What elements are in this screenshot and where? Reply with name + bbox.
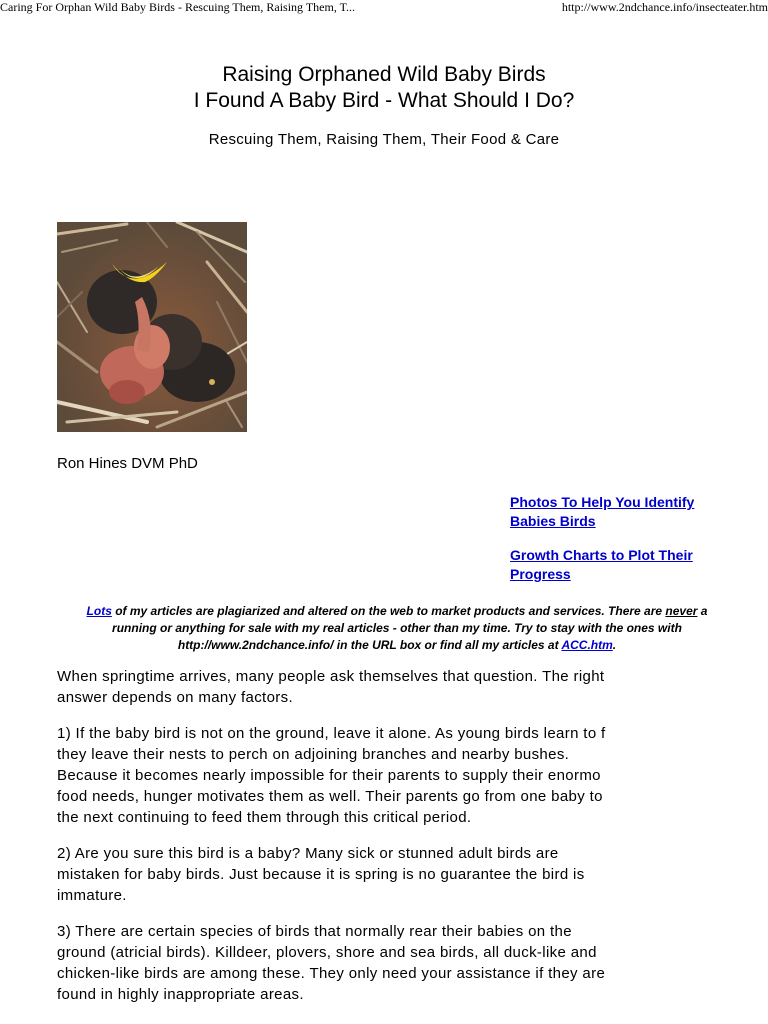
side-links [510, 493, 740, 599]
identify-link-line-1: Photos To Help You Identify [510, 494, 695, 510]
notice-line-3 [57, 637, 737, 654]
growth-link-line-1: Growth Charts to Plot Their [510, 547, 693, 563]
identify-link-line-2: Babies Birds [510, 513, 596, 529]
growth-link-line-2: Progress [510, 566, 571, 582]
notice-line-3-text: http://www.2ndchance.info/ in the URL box or find all my articles at [177, 638, 562, 652]
print-header-url: http://www.2ndchance.info/insecteater.htm [561, 0, 768, 14]
paragraph-line: 2) Are you sure this bird is a baby? Many sick or stunned adult birds are [57, 845, 559, 862]
title-block [0, 62, 768, 148]
lots-link[interactable]: Lots [86, 604, 112, 618]
paragraph-line: answer depends on many factors. [57, 689, 293, 706]
title-line-2: I Found A Baby Bird - What Should I Do? [193, 89, 575, 112]
paragraph-line: found in highly inappropriate areas. [57, 986, 304, 1003]
identify-babies-link[interactable] [510, 493, 740, 531]
growth-charts-link[interactable] [510, 546, 740, 584]
paragraph-line: mistaken for baby birds. Just because it is spring is no guarantee the bird is [57, 866, 585, 883]
acc-link[interactable]: ACC.htm [561, 638, 613, 652]
notice-never: never [665, 604, 698, 618]
print-header [0, 0, 768, 14]
paragraph-line: When springtime arrives, many people ask themselves that question. The right [57, 668, 605, 685]
paragraph-line: they leave their nests to perch on adjoining branches and nearby bushes. [57, 746, 570, 763]
print-header-title: Caring For Orphan Wild Baby Birds - Rescuing Them, Raising Them, T... [0, 0, 356, 14]
paragraph [57, 666, 723, 708]
notice-line-1: Lots of my articles are plagiarized and altered on the web to market products and services. There are never a [86, 604, 708, 618]
page-subtitle: Rescuing Them, Raising Them, Their Food & Care [208, 131, 560, 148]
paragraph-line: food needs, hunger motivates them as well. Their parents go from one baby to [57, 788, 603, 805]
author-name: Ron Hines DVM PhD [57, 455, 198, 472]
paragraph-line: the next continuing to feed them through this critical period. [57, 809, 472, 826]
plagiarism-notice [57, 603, 737, 654]
paragraph-line: Because it becomes nearly impossible for their parents to supply their enormo [57, 767, 601, 784]
notice-line-3-end: . [612, 638, 617, 652]
paragraph-line: immature. [57, 887, 127, 904]
paragraph [57, 723, 723, 828]
paragraph-line: 1) If the baby bird is not on the ground, leave it alone. As young birds learn to f [57, 725, 606, 742]
notice-line-2: running or anything for sale with my real articles - other than my time. Try to stay with the ones with [112, 621, 682, 635]
baby-bird-photo [57, 222, 247, 432]
paragraph [57, 921, 723, 1005]
title-line-1: Raising Orphaned Wild Baby Birds [222, 63, 546, 86]
notice-line-1-text: of my articles are plagiarized and altered on the web to market products and services. There are [111, 604, 666, 618]
paragraph-line: ground (atricial birds). Killdeer, plovers, shore and sea birds, all duck-like and [57, 944, 597, 961]
paragraph-line: chicken-like birds are among these. They only need your assistance if they are [57, 965, 606, 982]
page-title [0, 62, 768, 114]
article-body [57, 666, 723, 1020]
paragraph-line: 3) There are certain species of birds that normally rear their babies on the [57, 923, 572, 940]
paragraph [57, 843, 723, 906]
